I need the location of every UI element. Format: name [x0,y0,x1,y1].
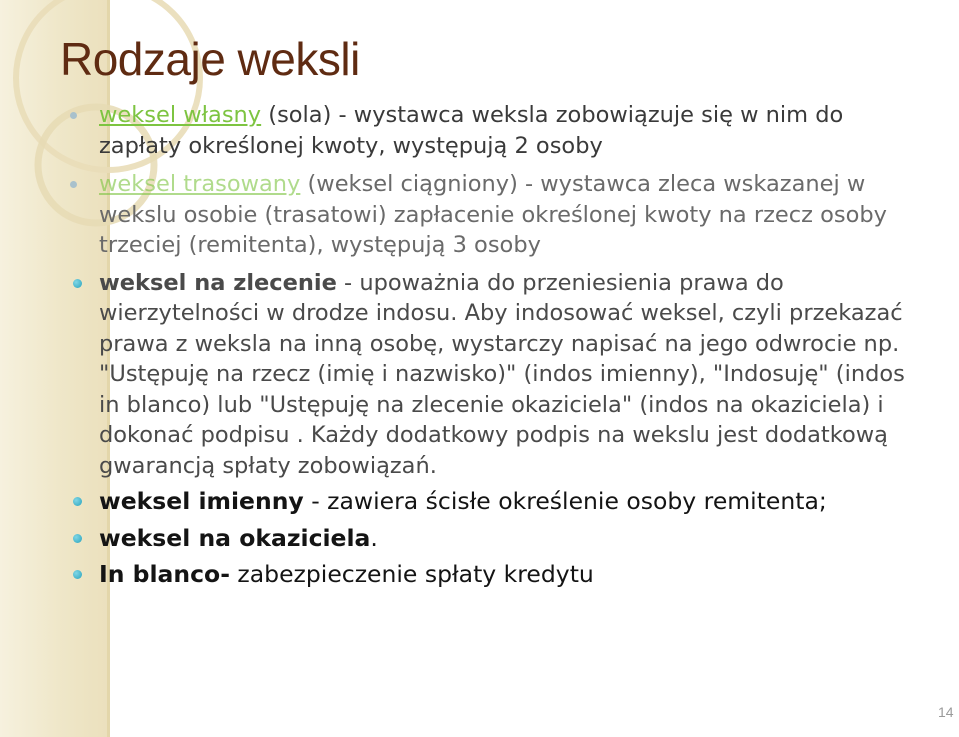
list-item [70,523,930,554]
bullet-dot-icon [73,279,82,288]
bullet-dot-icon [73,497,82,506]
term-link-weksel-trasowany[interactable]: weksel trasowany [99,171,301,197]
item-term: weksel na okaziciela [99,523,371,552]
bullet-list [70,100,930,596]
list-item [70,169,930,261]
bullet-dot-icon [73,570,82,579]
item-text: (weksel ciągniony) - wystawca zleca wskazanej w wekslu osobie (trasatowi) zapłacenie określonej kwoty na rzecz osoby trzeciej (remitenta), występują 3 osoby [99,171,887,258]
bullet-dot-icon [70,112,77,119]
term-link-weksel-wlasny[interactable]: weksel własny [99,102,262,128]
item-text: (sola) - wystawca weksla zobowiązuje się w nim do zapłaty określonej kwoty, występują 2 osoby [99,102,844,159]
list-item [70,486,930,517]
bullet-dot-icon [70,181,77,188]
list-item [70,100,930,161]
item-term: weksel imienny [99,487,304,515]
item-term: In blanco- [99,560,230,588]
page-number: 14 [938,704,954,720]
item-text: - zawiera ścisłe określenie osoby remitenta; [303,487,827,515]
bullet-dot-icon [73,534,82,543]
item-term: weksel na zlecenie [99,269,337,296]
item-text: . [370,523,378,552]
list-item [70,559,930,590]
list-item [70,268,930,482]
slide-title: Rodzaje weksli [60,33,360,85]
item-text: zabezpieczenie spłaty kredytu [229,560,594,588]
item-text: - upoważnia do przeniesienia prawa do wierzytelności w drodze indosu. Aby indosować weksel, czyli przekazać prawa z weksla na inną osobę, wystarczy napisać na jego odwrocie np. "Ustępuję na rzecz (imię i nazwisko)" (indos imienny), "Indosuję" (indos in blanco) lub "Ustępuję na zlecenie okaziciela" (indos na okaziciela) i dokonać podpisu . Każdy dodatkowy podpis na wekslu jest dodatkową gwarancją spłaty zobowiązań. [99,269,905,479]
